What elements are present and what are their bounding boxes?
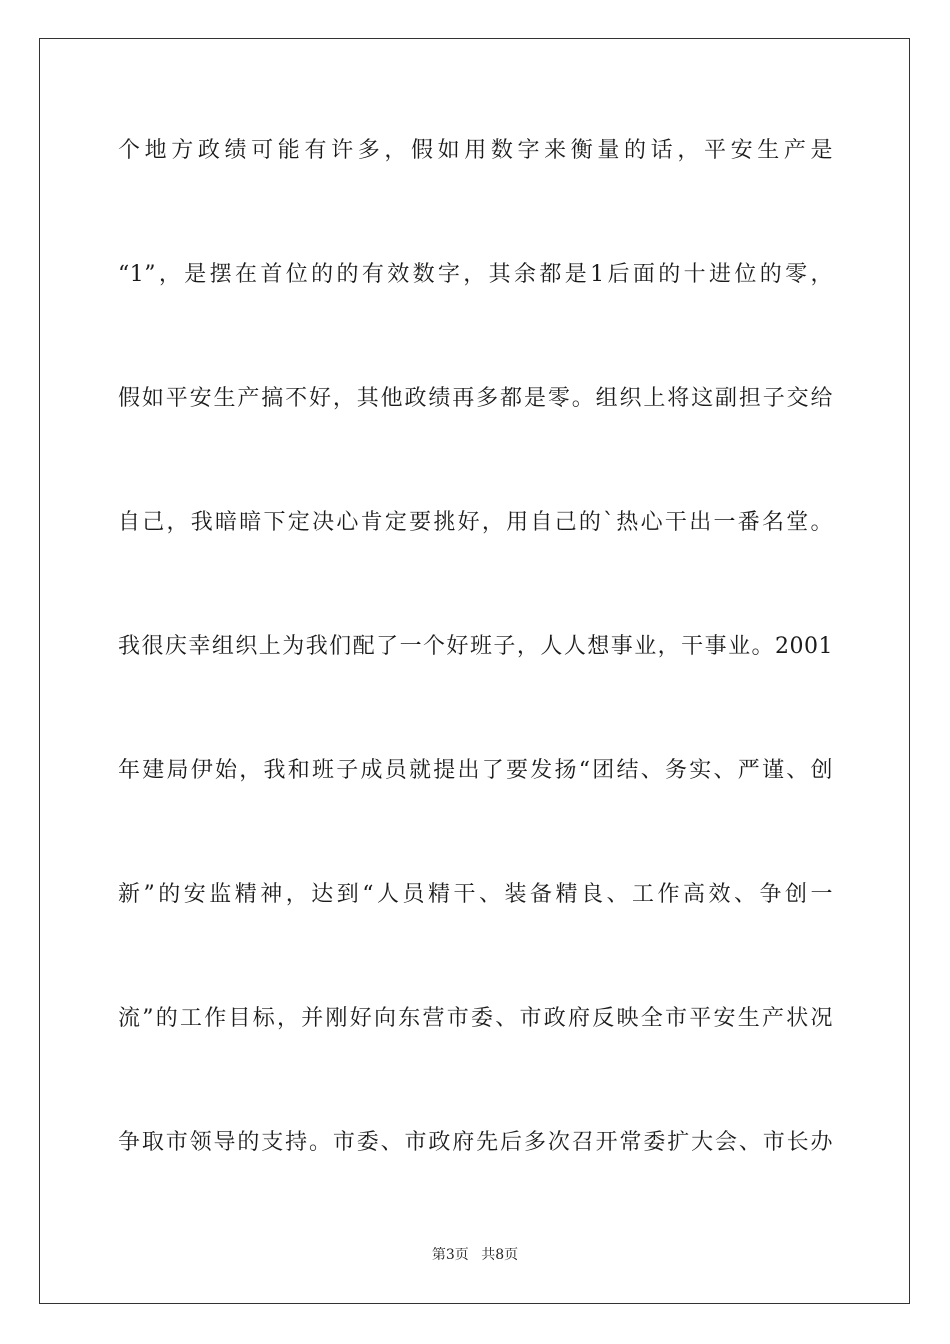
text-line-5: 我很庆幸组织上为我们配了一个好班子，人人想事业，干事业。2001 <box>118 634 833 659</box>
text-line-1: 个地方政绩可能有许多，假如用数字来衡量的话，平安生产是 <box>118 138 833 163</box>
text-line-3: 假如平安生产搞不好，其他政绩再多都是零。组织上将这副担子交给 <box>118 386 833 411</box>
text-line-6: 年建局伊始，我和班子成员就提出了要发扬“团结、务实、严谨、创 <box>118 758 833 783</box>
text-line-9: 争取市领导的支持。市委、市政府先后多次召开常委扩大会、市长办 <box>118 1130 833 1155</box>
page-footer <box>0 1244 950 1264</box>
text-line-4: 自己，我暗暗下定决心肯定要挑好，用自己的`热心干出一番名堂。 <box>118 510 833 535</box>
current-page-number: 第3页 <box>431 1247 469 1263</box>
text-line-8: 流”的工作目标，并刚好向东营市委、市政府反映全市平安生产状况 <box>118 1006 833 1031</box>
document-body <box>118 125 833 1241</box>
text-line-7: 新”的安监精神，达到“人员精干、装备精良、工作高效、争创一 <box>118 882 833 907</box>
text-line-2: “1”，是摆在首位的的有效数字，其余都是1后面的十进位的零， <box>118 262 833 287</box>
total-page-count: 共8页 <box>481 1247 519 1263</box>
